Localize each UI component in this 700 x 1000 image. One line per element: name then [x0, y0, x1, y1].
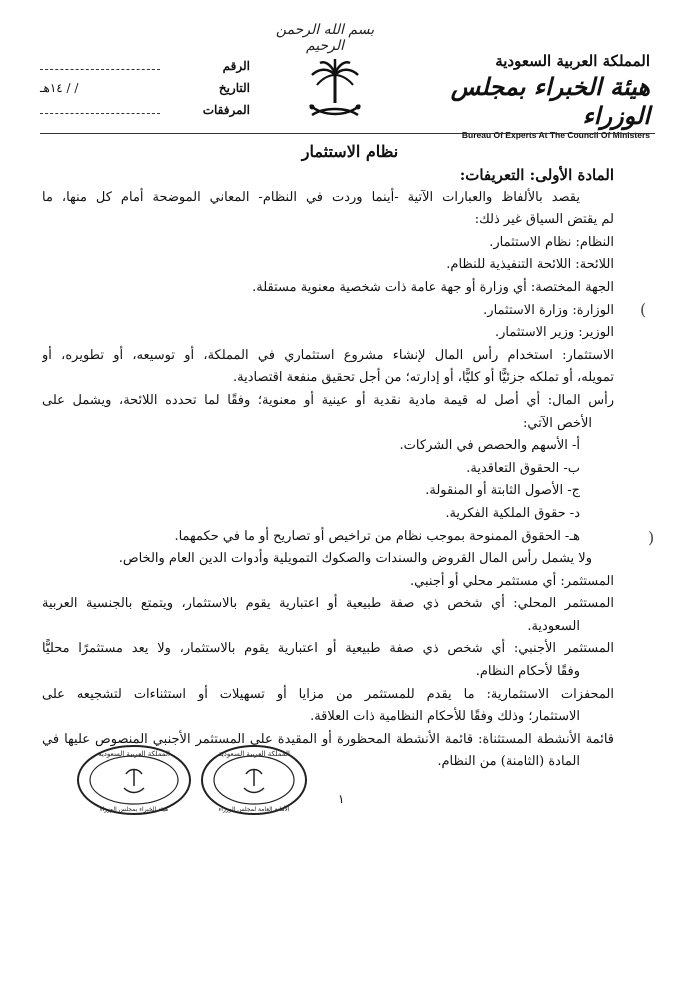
- text-line: يقصد بالألفاظ والعبارات الآتية -أينما وردت في النظام- المعاني الموضحة أمام كل منها، ما: [42, 189, 580, 205]
- document-title: نظام الاستثمار: [301, 142, 399, 161]
- reference-block: [40, 55, 250, 121]
- text-line: المحفزات الاستثمارية: ما يقدم للمستثمر من مزايا أو تسهيلات أو استثناءات لتشجيعه على: [42, 686, 614, 702]
- ref-line: [40, 59, 160, 70]
- bureau-seal-icon: [76, 744, 192, 816]
- text-line: الأخص الآتي:: [523, 415, 592, 431]
- saudi-emblem-icon: [300, 55, 370, 125]
- text-line: تمويله، أو تملكه جزئيًّا أو كليًّا، أو إدارته؛ من أجل تحقيق منفعة اقتصادية.: [233, 370, 614, 386]
- text-line: وفقًا لأحكام النظام.: [475, 664, 580, 680]
- date-value: / / ١٤هـ: [40, 81, 79, 95]
- text-line: المادة (الثامنة) من النظام.: [437, 754, 580, 770]
- article-title: المادة الأولى: التعريفات:: [459, 166, 614, 184]
- seal-bottom-text: الأمانة العامة لمجلس الوزراء: [218, 806, 290, 813]
- page-number: ١: [338, 792, 345, 806]
- ref-label: الرقم: [222, 59, 250, 73]
- kingdom-name: المملكة العربية السعودية: [495, 52, 650, 70]
- article-body: [42, 164, 614, 774]
- text-line: ولا يشمل رأس المال القروض والسندات والصكوك التمويلية وأدوات الدين العام والخاص.: [118, 551, 592, 567]
- date-row: [40, 77, 250, 99]
- bureau-name-arabic: هيئة الخبراء بمجلس الوزراء: [450, 72, 650, 130]
- text-line: السعودية.: [527, 618, 580, 634]
- header-divider: [40, 133, 655, 134]
- text-line: قائمة الأنشطة المستثناة: قائمة الأنشطة المحظورة أو المقيدة على المستثمر الأجنبي المنصوص عليها في: [42, 731, 614, 747]
- basmala: بسم الله الرحمن الرحيم: [275, 22, 375, 54]
- text-line: المستثمر: أي مستثمر محلي أو أجنبي.: [410, 573, 614, 589]
- list-item: ب- الحقوق التعاقدية.: [466, 460, 580, 476]
- text-line: الوزارة: وزارة الاستثمار.: [483, 302, 614, 318]
- text-line: لم يقتض السياق غير ذلك:: [474, 212, 614, 228]
- general-secretariat-seal-icon: [200, 744, 308, 816]
- seal-top-text: المملكة العربية السعودية: [218, 750, 290, 758]
- text-line: الاستثمار؛ وذلك وفقًا للأحكام النظامية ذات العلاقة.: [310, 709, 580, 725]
- text-line: الاستثمار: استخدام رأس المال لإنشاء مشروع استثماري في المملكة، أو توسيعه، أو تطويره، أو: [42, 347, 614, 363]
- date-label: التاريخ: [218, 81, 250, 95]
- seal-top-text: المملكة العربية السعودية: [98, 750, 170, 758]
- attachments-row: [40, 99, 250, 121]
- attachments-line: [40, 103, 160, 114]
- text-line: المستثمر الأجنبي: أي شخص ذي صفة طبيعية أو اعتبارية يقوم بالاستثمار، ولا يعد مستثمرًا محليًّا: [42, 641, 614, 657]
- margin-mark-icon: ): [648, 528, 655, 547]
- text-line: الجهة المختصة: أي وزارة أو جهة عامة ذات شخصية معنوية مستقلة.: [252, 279, 614, 295]
- text-line: اللائحة: اللائحة التنفيذية للنظام.: [446, 257, 614, 273]
- list-item: ج- الأصول الثابتة أو المنقولة.: [425, 483, 580, 499]
- list-item: د- حقوق الملكية الفكرية.: [445, 505, 580, 521]
- margin-mark-icon: (: [640, 300, 647, 319]
- ref-row: [40, 55, 250, 77]
- text-line: الوزير: وزير الاستثمار.: [495, 325, 614, 341]
- text-line: النظام: نظام الاستثمار.: [489, 234, 614, 250]
- text-line: المستثمر المحلي: أي شخص ذي صفة طبيعية أو اعتبارية يقوم بالاستثمار، ويتمتع بالجنسية العربية: [42, 596, 614, 612]
- text-line: رأس المال: أي أصل له قيمة مادية نقدية أو عينية أو معنوية؛ وفقًا لما تحدده اللائحة، ويشمل على: [42, 392, 614, 408]
- bureau-name-english: Bureau Of Experts At The Council Of Ministers: [461, 130, 650, 140]
- list-item: هـ- الحقوق الممنوحة بموجب نظام من تراخيص أو تصاريح أو ما في حكمهما.: [174, 528, 580, 544]
- attachments-label: المرفقات: [202, 103, 250, 117]
- list-item: أ- الأسهم والحصص في الشركات.: [399, 438, 580, 454]
- bureau-header: [420, 52, 650, 140]
- seal-bottom-text: هيئة الخبراء بمجلس الوزراء: [99, 806, 169, 813]
